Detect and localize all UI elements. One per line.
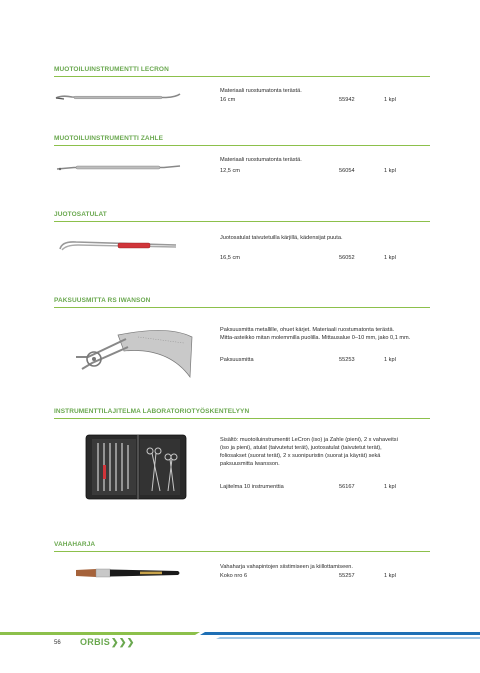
logo-chevrons-icon: ❯❯❯ [111, 637, 135, 647]
product-quantity: 1 kpl [384, 484, 396, 490]
section-title: JUOTOSATULAT [54, 211, 430, 222]
product-quantity: 1 kpl [384, 97, 396, 103]
product-code: 56052 [339, 255, 355, 261]
product-code: 56054 [339, 168, 355, 174]
product-description [220, 326, 430, 342]
product-quantity: 1 kpl [384, 168, 396, 174]
description-line: (iso ja pieni), atulat (taivutetut terät), juotosatulat (taivutetut terät), [220, 445, 382, 451]
section-zahle [54, 135, 430, 174]
description-line: Paksuusmitta metallille, ohuet kärjet. Materiaali ruostumatonta terästä. [220, 327, 395, 333]
description-line: paksuusmitta Iwansson. [220, 461, 280, 467]
product-code: 55253 [339, 357, 355, 363]
description-line: Sisältö: muotoiluinstrumentit LeCron (iso) ja Zahle (pieni), 2 x vahaveitsi [220, 437, 398, 443]
lecron-instrument-image [54, 92, 184, 104]
section-title: MUOTOILUINSTRUMENTTI ZAHLE [54, 135, 430, 146]
description-line: foliosakset (suorat terät), 2 x suonipuristin (suorat ja käyrät) sekä [220, 453, 381, 459]
section-title: VAHAHARJA [54, 541, 430, 552]
zahle-instrument-image [54, 162, 184, 174]
product-description: Materiaali ruostumatonta terästä. [220, 157, 302, 163]
product-description: Vahaharja vahapintojen siistimiseen ja kiillottamiseen. [220, 564, 353, 570]
product-size: 16 cm [220, 97, 236, 103]
product-size: Paksuusmitta [220, 357, 254, 363]
section-title: PAKSUUSMITTA RS IWANSON [54, 297, 430, 308]
description-line: Mitta-asteikko mitan molemmilla puolilla. Mittausalue 0–10 mm, jako 0,1 mm. [220, 335, 411, 341]
section-title: MUOTOILUINSTRUMENTTI LECRON [54, 66, 430, 77]
product-quantity: 1 kpl [384, 357, 396, 363]
logo-text: ORBIS [80, 637, 111, 647]
product-size: Lajitelma 10 instrumenttia [220, 484, 284, 490]
section-lecron [54, 66, 430, 103]
section-title: INSTRUMENTTILAJITELMA LABORATORIOTYÖSKENTELYYN [54, 408, 430, 419]
section-paksuusmitta [54, 297, 430, 363]
orbis-logo [80, 637, 135, 648]
product-description [220, 436, 430, 468]
product-quantity: 1 kpl [384, 255, 396, 261]
section-juotosatulat [54, 211, 430, 261]
wax-brush-image [74, 566, 182, 580]
product-size: 12,5 cm [220, 168, 240, 174]
product-description: Juotosatulat taivutetuilla kärjillä, kädensijat puuta. [220, 235, 343, 241]
product-quantity: 1 kpl [384, 573, 396, 579]
page-number: 56 [54, 640, 61, 646]
thickness-gauge-image [68, 317, 198, 385]
product-code: 55942 [339, 97, 355, 103]
product-code: 55257 [339, 573, 355, 579]
product-size: Koko nro 6 [220, 573, 248, 579]
section-instrumenttilajitelma [54, 408, 430, 490]
instrument-kit-image [84, 431, 190, 503]
soldering-tweezers-image [56, 233, 182, 255]
footer-stripes [0, 628, 480, 648]
product-code: 56167 [339, 484, 355, 490]
product-size: 16,5 cm [220, 255, 240, 261]
product-description: Materiaali ruostumatonta terästä. [220, 88, 302, 94]
section-vahaharja [54, 541, 430, 579]
